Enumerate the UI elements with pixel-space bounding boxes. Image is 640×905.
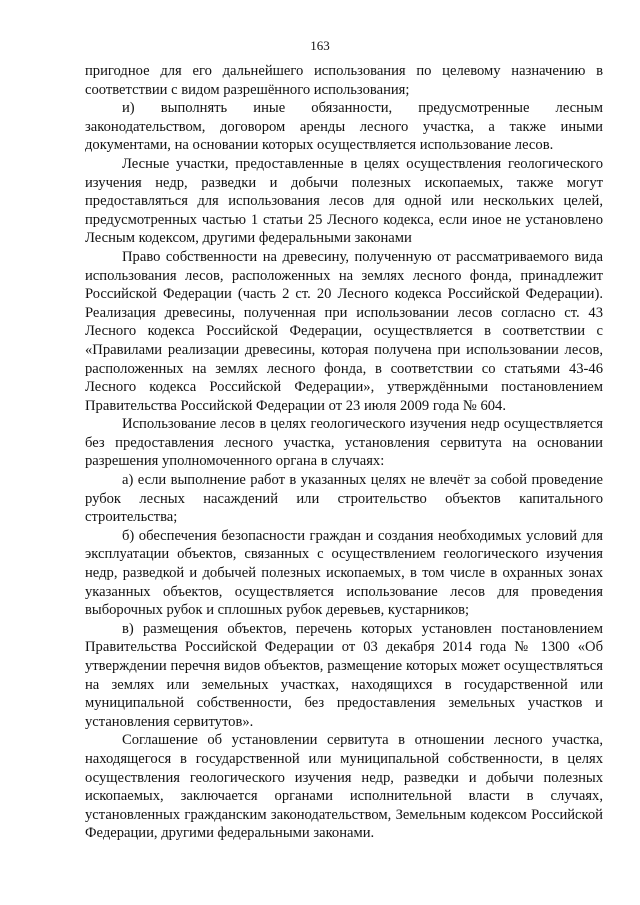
list-item: б) обеспечения безопасности граждан и создания необходимых условий для эксплуатации объектов, связанных с осуществлением геологического изучения недр, разведкой и добычей полезных ископаемых, в том числе в охранных зонах указанных объектов, осуществляется использование лесов для проведения выборочных рубок и сплошных рубок деревьев, кустарников; — [85, 527, 603, 619]
paragraph: и) выполнять иные обязанности, предусмотренные лесным законодательством, договором аренды лесного участка, а также иными документами, на основании которых осуществляется использование лесов. — [85, 100, 603, 154]
document-body — [85, 62, 603, 843]
paragraph: Использование лесов в целях геологического изучения недр осуществляется без предоставления лесного участка, установления сервитута на основании разрешения уполномоченного органа в случаях: — [85, 416, 603, 470]
paragraph: Соглашение об установлении сервитута в отношении лесного участка, находящегося в государственной или муниципальной собственности, в целях осуществления геологического изучения недр, разведки и добычи полезных ископаемых, заключается органами исполнительной власти в случаях, установленных гражданским законодательством, Земельным кодексом Российской Федерации, другими федеральными законами. — [85, 732, 603, 842]
paragraph: Право собственности на древесину, полученную от рассматриваемого вида использования лесов, расположенных на землях лесного фонда, принадлежит Российской Федерации (часть 2 ст. 20 Лесного кодекса Российской Федерации). Реализация древесины, полученная при использовании лесов согласно ст. 43 Лесного кодекса Российской Федерации, осуществляется в соответствии с «Правилами реализации древесины, которая получена при использовании лесов, расположенных на землях лесного фонда, в соответствии со статьями 43-46 Лесного кодекса Российской Федерации», утверждёнными постановлением Правительства Российской Федерации от 23 июля 2009 года № 604. — [85, 248, 603, 414]
list-item: в) размещения объектов, перечень которых установлен постановлением Правительства Российской Федерации от 03 декабря 2014 года № 1300 «Об утверждении перечня видов объектов, размещение которых может осуществляться на землях или земельных участках, находящихся в государственной или муниципальной собственности, без предоставления земельных участков и установления сервитутов». — [85, 620, 603, 730]
list-item: а) если выполнение работ в указанных целях не влечёт за собой проведение рубок лесных насаждений или строительство объектов капитального строительства; — [85, 472, 603, 526]
paragraph: Лесные участки, предоставленные в целях осуществления геологического изучения недр, разведки и добычи полезных ископаемых, также могут предоставляться для использования лесов для одной или нескольких целей, предусмотренных частью 1 статьи 25 Лесного кодекса, если иное не установлено Лесным кодексом, другими федеральными законами — [85, 155, 603, 247]
page-number: 163 — [310, 38, 330, 53]
paragraph: пригодное для его дальнейшего использования по целевому назначению в соответствии с видом разрешённого использования; — [85, 63, 603, 98]
